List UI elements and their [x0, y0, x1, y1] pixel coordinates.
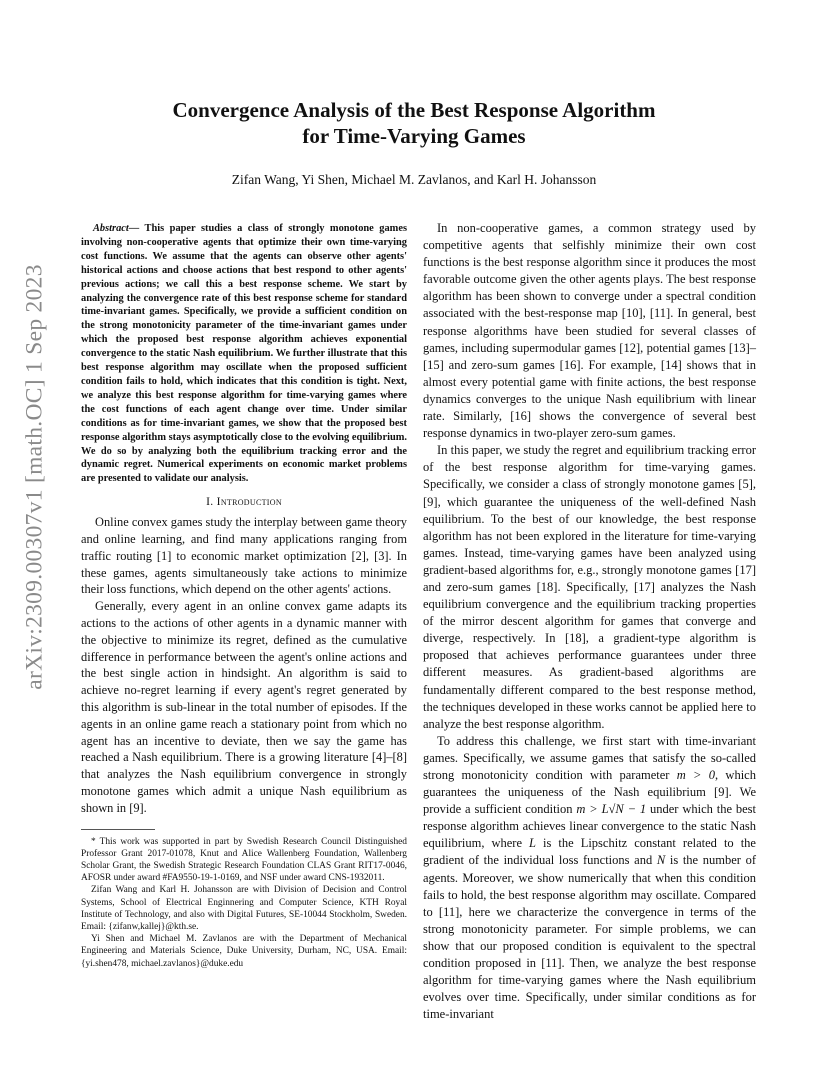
arxiv-identifier: arXiv:2309.00307v1 [math.OC] 1 Sep 2023	[21, 264, 48, 690]
right-column	[423, 220, 756, 1023]
footnote-funding: * This work was supported in part by Swedish Research Council Distinguished Professor Grant 2017-01078, Knut and Alice Wallenberg Foundation, Wallenberg Scholar Grant, the Swedish Strategic Research Foundation CLAS Grant RIT17-0046, AFOSR under award #FA9550-19-1-0169, and NSF under award CNS-1932011.	[81, 836, 407, 884]
section-number: I.	[206, 495, 214, 509]
math-sufficient-condition: m > L√N − 1	[576, 802, 647, 817]
math-lipschitz-L: L	[529, 836, 536, 851]
section-heading-introduction	[81, 495, 407, 508]
math-m-positive: m > 0	[676, 768, 716, 782]
abstract-text: This paper studies a class of strongly monotone games involving non-cooperative agents that optimize their own time-varying cost functions. We assume that the agents can observe other agents' historical actions and choose actions that best respond to other agents' previous actions; we call this a best response scheme. We start by analyzing the convergence rate of this best response scheme for standard time-invariant games. Specifically, we provide a sufficient condition on the strong monotonicity parameter of the time-invariant games under which the proposed best response algorithm achieves exponential convergence to the static Nash equilibrium. We further illustrate that this best response algorithm may oscillate when the proposed sufficient condition fails to hold, which indicates that this condition is tight. Next, we analyze this best response algorithm for time-varying games where the cost functions of each agent change over time. Under similar conditions as for time-invariant games, we show that the proposed best response algorithm stays asymptotically close to the evolving equilibrium. We do so by analyzing both the equilibrium tracking error and the dynamic regret. Numerical experiments on economic market problems are presented to validate our analysis.	[81, 223, 407, 485]
intro-paragraph-1: Online convex games study the interplay between game theory and online learning, and find many applications ranging from traffic routing [1] to economic market optimization [2], [3]. In these games, agents simultaneously take actions to minimize their loss functions, which depend on the other agents' actions.	[81, 515, 407, 597]
right-paragraph-3	[423, 733, 756, 1024]
footnote-duke-affiliation: Yi Shen and Michael M. Zavlanos are with the Department of Mechanical Engineering and Materials Science, Duke University, Durham, NC, USA. Email: {yi.shen478, michael.zavlanos}@duke.edu	[81, 934, 407, 969]
p3-text-2: , which guarantees the uniqueness of the Nash equilibrium [9]. We provide a sufficient condition	[423, 768, 756, 817]
p3-text-4: is the Lipschitz constant related to the gradient of the individual loss functions and	[423, 836, 756, 868]
p3-text-3: under which the best response algorithm achieves linear convergence to the static Nash equilibrium, where	[423, 802, 757, 851]
left-column	[81, 222, 407, 970]
title-line-2: for Time-Varying Games	[302, 124, 526, 148]
author-list: Zifan Wang, Yi Shen, Michael M. Zavlanos, and Karl H. Johansson	[231, 172, 597, 187]
section-title: Introduction	[216, 495, 282, 509]
footnote-kth-affiliation: Zifan Wang and Karl H. Johansson are with Division of Decision and Control Systems, School of Electrical Enginnering and Computer Science, KTH Royal Institute of Technology, and also with Digital Futures, SE-10044 Stockholm, Sweden. Email: {zifanw,kallej}@kth.se.	[81, 885, 407, 932]
p3-text-1: To address this challenge, we first start with time-invariant games. Specifically, we assume games that satisfy the so-called strong monotonicity condition with parameter	[423, 733, 756, 782]
title-line-1: Convergence Analysis of the Best Response Algorithm	[172, 98, 656, 122]
paper-title	[80, 97, 748, 149]
intro-paragraph-2: Generally, every agent in an online convex game adapts its actions to the actions of other agents in a dynamic manner with the objective to minimize its regret, defined as the cumulative difference in performance between the agent's online actions and the best single action in hindsight. An algorithm is said to achieve no-regret learning if every agent's regret generated by this algorithm is sub-linear in the total number of episodes. If the agents in an online game reach a stationary point from which no agent has an incentive to deviate, then we say the game has reached a Nash equilibrium. There is a growing literature [4]–[8] that analyzes the Nash equilibrium convergence in strongly monotone games which admit a unique Nash equilibrium as shown in [9].	[81, 599, 407, 815]
math-agents-N: N	[656, 853, 666, 868]
p3-text-5: is the number of agents. Moreover, we show numerically that when this condition fails to hold, the best response algorithm may oscillate. Compared to [11], here we characterize the convergence in terms of the strong monotonicity parameter. For simple problems, we can show that our proposed condition is equivalent to the spectral condition proposed in [11]. Then, we analyze the best response algorithm for time-varying games where the Nash equilibrium evolves over time. Specifically, under similar conditions as for time-invariant	[423, 853, 756, 1022]
right-paragraph-1: In non-cooperative games, a common strategy used by competitive agents that selfishly minimize their own cost functions is the best response algorithm since it produces the most favorable outcome given the other agents plays. The best response algorithm has been shown to converge under a spectral condition associated with the best-response map [10], [11]. In general, best response algorithms have been studied for several classes of games, including supermodular games [12], potential games [13]–[15] and zero-sum games [16]. For example, [14] shows that in almost every potential game with finite actions, the best response dynamics converges to the unique Nash equilibrium with linear rate. Similarly, [16] shows the convergence of several best response dynamics in two-player zero-sum games.	[423, 221, 756, 441]
arxiv-side-label	[21, 264, 48, 690]
footnote-divider	[81, 829, 155, 830]
abstract: Abstract— This paper studies a class of strongly monotone games involving non-cooperative agents that optimize their own time-varying cost functions. We assume that the agents can observe other agents' historical actions and choose actions that best respond to other agents' previous actions; we call this a best response scheme. We start by analyzing the convergence rate of this best response scheme for standard time-invariant games. Specifically, we provide a sufficient condition on the strong monotonicity parameter of the time-invariant games under which the proposed best response algorithm achieves exponential convergence to the static Nash equilibrium. We further illustrate that this best response algorithm may oscillate when the proposed sufficient condition fails to hold, which indicates that this condition is tight. Next, we analyze this best response algorithm for time-varying games where the cost functions of each agent change over time. Under similar conditions as for time-invariant games, we show that the proposed best response algorithm stays asymptotically close to the evolving equilibrium. We do so by analyzing both the equilibrium tracking error and the dynamic regret. Numerical experiments on economic market problems are presented to validate our analysis.	[81, 223, 407, 485]
right-paragraph-2: In this paper, we study the regret and equilibrium tracking error of the best response algorithm for time-varying games. Specifically, we consider a class of strongly monotone games [5], [9], which guarantee the uniqueness of the well-defined Nash equilibrium. To the best of our knowledge, the best response algorithm has not been explored in the literature for time-varying games. Instead, time-varying games have been analyzed using gradient-based algorithms for, e.g., strongly monotone games [17] and zero-sum games [18]. Specifically, [17] analyzes the Nash equilibrium convergence and the equilibrium tracking properties of the mirror descent algorithm for games that converge and diverge, respectively. In [18], a gradient-type algorithm is proposed that achieves performance guarantees under three different measures. As gradient-based algorithms are fundamentally different compared to the best response method, the techniques developed in these works cannot be applied here to analyze the best response algorithm.	[423, 443, 756, 731]
abstract-label: Abstract	[93, 223, 129, 234]
